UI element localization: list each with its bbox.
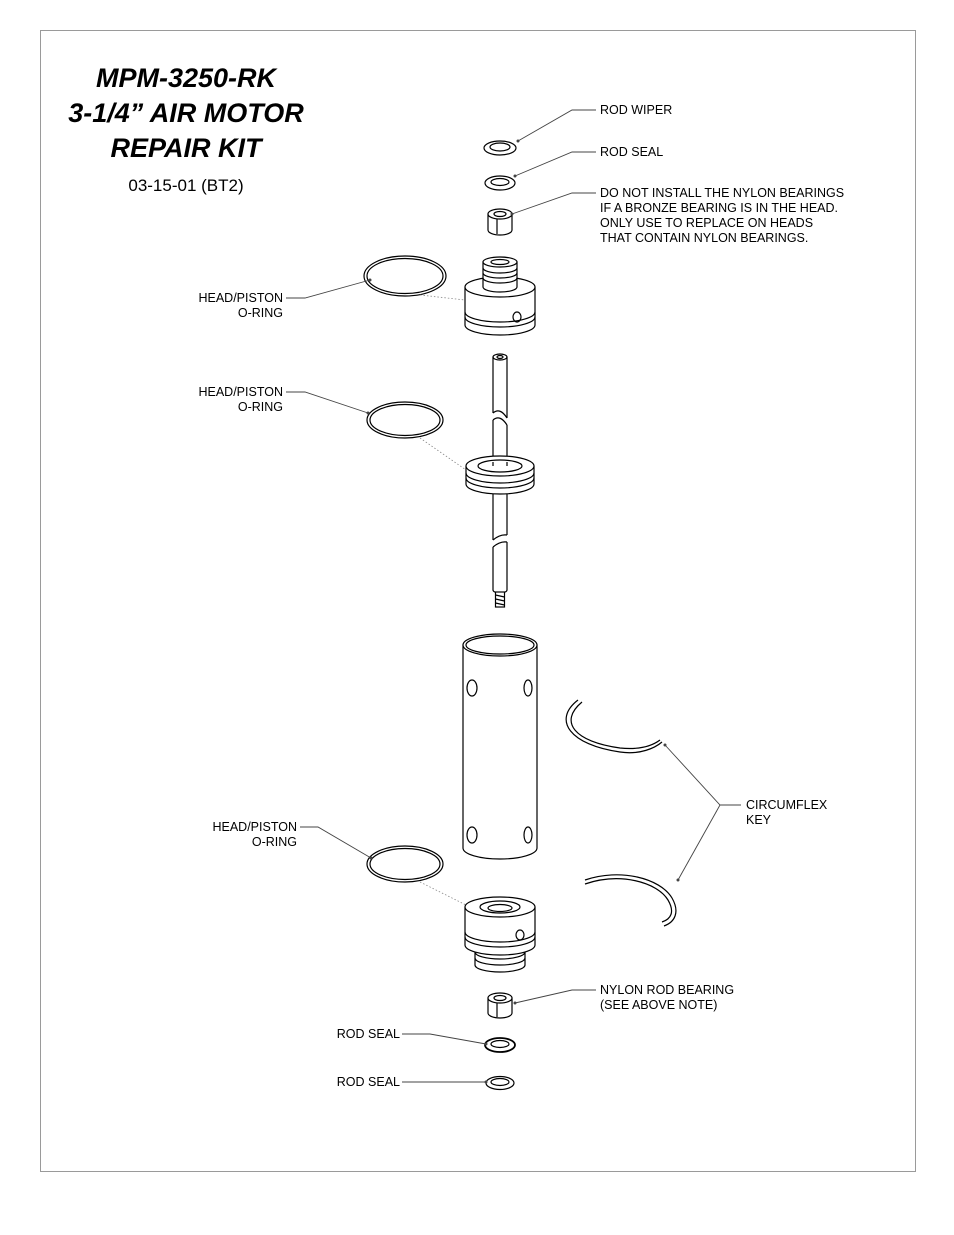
circumflex-key-top-part	[566, 700, 662, 753]
rod-wiper-part	[484, 141, 516, 155]
rod-seal-bottom-2-part	[486, 1077, 514, 1090]
nylon-bearing-top-part	[488, 209, 512, 235]
head-top-part	[465, 257, 535, 335]
title-kit: REPAIR KIT	[110, 133, 262, 163]
label-oring-3: HEAD/PISTON O-RING	[212, 820, 297, 849]
label-nylon-rod-bearing: NYLON ROD BEARING (SEE ABOVE NOTE)	[600, 983, 735, 1012]
label-nylon-note: DO NOT INSTALL THE NYLON BEARINGS IF A BRONZE BEARING IS IN THE HEAD. ONLY USE TO REPLACE ON HEADS THAT CONTAIN NYLON BEARINGS.	[600, 186, 845, 245]
rod-seal-bottom-1-part	[485, 1038, 515, 1052]
head-bottom-part	[465, 897, 535, 972]
label-circumflex-key: CIRCUMFLEX KEY	[746, 798, 828, 827]
nylon-bearing-bottom-part	[488, 993, 512, 1018]
piston-rod-upper-part	[493, 354, 507, 462]
oring-2-part	[367, 402, 443, 438]
rod-seal-top-part	[485, 176, 515, 190]
label-rod-seal-bottom-1: ROD SEAL	[336, 1027, 400, 1041]
piston-rod-lower-part	[493, 494, 507, 607]
label-oring-1: HEAD/PISTON O-RING	[198, 291, 283, 320]
piston-part	[466, 456, 534, 494]
oring-1-part	[364, 256, 446, 296]
title-part-number: MPM-3250-RK	[95, 63, 277, 93]
label-rod-seal-top: ROD SEAL	[600, 145, 664, 159]
title-product: 3-1/4” AIR MOTOR	[68, 98, 304, 128]
circumflex-key-bottom-part	[585, 875, 676, 926]
oring-3-part	[367, 846, 443, 882]
label-rod-wiper: ROD WIPER	[600, 103, 673, 117]
label-rod-seal-bottom-2: ROD SEAL	[336, 1075, 400, 1089]
revision-date: 03-15-01 (BT2)	[128, 176, 244, 195]
label-oring-2: HEAD/PISTON O-RING	[198, 385, 283, 414]
cylinder-part	[463, 634, 537, 859]
